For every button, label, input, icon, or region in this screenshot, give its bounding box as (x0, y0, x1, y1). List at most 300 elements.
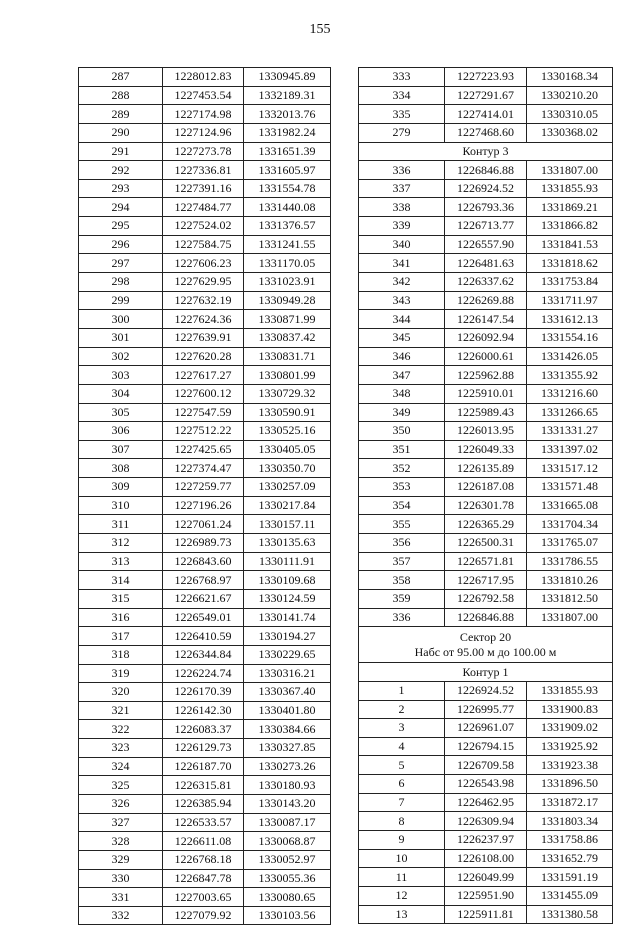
sector-title: Сектор 20 (459, 629, 512, 644)
x-coordinate-cell: 1226170.39 (163, 683, 244, 702)
y-coordinate-cell: 1331758.86 (527, 830, 613, 849)
x-coordinate-cell: 1226365.29 (445, 515, 527, 534)
table-row (359, 459, 613, 478)
point-number-cell: 12 (359, 886, 445, 905)
x-coordinate-cell: 1226709.58 (445, 756, 527, 775)
point-number-cell: 328 (79, 832, 163, 851)
point-number-cell: 298 (79, 273, 163, 292)
y-coordinate-cell: 1330111.91 (244, 552, 331, 571)
table-row (359, 273, 613, 292)
y-coordinate-cell: 1331651.39 (244, 142, 331, 161)
table-row (359, 849, 613, 868)
point-number-cell: 293 (79, 179, 163, 198)
x-coordinate-cell: 1226142.30 (163, 701, 244, 720)
table-row (79, 552, 331, 571)
table-row (359, 608, 613, 627)
table-row (359, 905, 613, 924)
y-coordinate-cell: 1330949.28 (244, 291, 331, 310)
table-row (79, 794, 331, 813)
point-number-cell: 336 (359, 161, 445, 180)
y-coordinate-cell: 1331923.38 (527, 756, 613, 775)
y-coordinate-cell: 1331925.92 (527, 737, 613, 756)
y-coordinate-cell: 1331841.53 (527, 235, 613, 254)
table-row (79, 608, 331, 627)
point-number-cell: 335 (359, 105, 445, 124)
table-row (79, 701, 331, 720)
x-coordinate-cell: 1227124.96 (163, 123, 244, 142)
table-row (359, 793, 613, 812)
point-number-cell: 299 (79, 291, 163, 310)
y-coordinate-cell: 1331866.82 (527, 217, 613, 236)
y-coordinate-cell: 1330124.59 (244, 589, 331, 608)
y-coordinate-cell: 1331612.13 (527, 310, 613, 329)
y-coordinate-cell: 1330945.89 (244, 68, 331, 87)
x-coordinate-cell: 1227600.12 (163, 384, 244, 403)
y-coordinate-cell: 1330273.26 (244, 757, 331, 776)
sector-20-header (359, 627, 613, 663)
y-coordinate-cell: 1330401.80 (244, 701, 331, 720)
point-number-cell: 302 (79, 347, 163, 366)
y-coordinate-cell: 1331818.62 (527, 254, 613, 273)
table-row (359, 868, 613, 887)
x-coordinate-cell: 1227174.98 (163, 105, 244, 124)
point-number-cell: 11 (359, 868, 445, 887)
y-coordinate-cell: 1330068.87 (244, 832, 331, 851)
x-coordinate-cell: 1227003.65 (163, 888, 244, 907)
table-row (79, 384, 331, 403)
y-coordinate-cell: 1330327.85 (244, 739, 331, 758)
table-row (79, 645, 331, 664)
point-number-cell: 345 (359, 328, 445, 347)
contour3-label: Контур 3 (462, 143, 509, 158)
table-row (79, 776, 331, 795)
y-coordinate-cell: 1330316.21 (244, 664, 331, 683)
y-coordinate-cell: 1331665.08 (527, 496, 613, 515)
point-number-cell: 353 (359, 478, 445, 497)
y-coordinate-cell: 1332013.76 (244, 105, 331, 124)
x-coordinate-cell: 1226924.52 (445, 179, 527, 198)
y-coordinate-cell: 1330229.65 (244, 645, 331, 664)
table-row (79, 328, 331, 347)
x-coordinate-cell: 1227639.91 (163, 328, 244, 347)
point-number-cell: 287 (79, 68, 163, 87)
table-row (79, 403, 331, 422)
point-number-cell: 3 (359, 719, 445, 738)
table-row (79, 664, 331, 683)
point-number-cell: 318 (79, 645, 163, 664)
x-coordinate-cell: 1227524.02 (163, 217, 244, 236)
table-row (359, 830, 613, 849)
y-coordinate-cell: 1331711.97 (527, 291, 613, 310)
y-coordinate-cell: 1331170.05 (244, 254, 331, 273)
y-coordinate-cell: 1330080.65 (244, 888, 331, 907)
x-coordinate-cell: 1226187.70 (163, 757, 244, 776)
y-coordinate-cell: 1331023.91 (244, 273, 331, 292)
point-number-cell: 1 (359, 681, 445, 700)
x-coordinate-cell: 1226717.95 (445, 571, 527, 590)
point-number-cell: 301 (79, 328, 163, 347)
table-row (79, 850, 331, 869)
point-number-cell: 4 (359, 737, 445, 756)
point-number-cell: 13 (359, 905, 445, 924)
table-row (359, 812, 613, 831)
x-coordinate-cell: 1226108.00 (445, 849, 527, 868)
point-number-cell: 324 (79, 757, 163, 776)
table-row (79, 105, 331, 124)
x-coordinate-cell: 1226462.95 (445, 793, 527, 812)
table-row (79, 869, 331, 888)
table-row (79, 422, 331, 441)
table-row (359, 515, 613, 534)
point-number-cell: 308 (79, 459, 163, 478)
point-number-cell: 292 (79, 161, 163, 180)
table-row (359, 440, 613, 459)
contour-1-header-row (359, 663, 613, 682)
x-coordinate-cell: 1227617.27 (163, 366, 244, 385)
table-row (79, 832, 331, 851)
point-number-cell: 320 (79, 683, 163, 702)
table-row (79, 683, 331, 702)
x-coordinate-cell: 1226309.94 (445, 812, 527, 831)
x-coordinate-cell: 1226549.01 (163, 608, 244, 627)
x-coordinate-cell: 1227484.77 (163, 198, 244, 217)
x-coordinate-cell: 1226621.67 (163, 589, 244, 608)
y-coordinate-cell: 1330257.09 (244, 478, 331, 497)
y-coordinate-cell: 1331455.09 (527, 886, 613, 905)
x-coordinate-cell: 1227336.81 (163, 161, 244, 180)
x-coordinate-cell: 1227620.28 (163, 347, 244, 366)
point-number-cell: 310 (79, 496, 163, 515)
y-coordinate-cell: 1331571.48 (527, 478, 613, 497)
table-row (79, 534, 331, 553)
x-coordinate-cell: 1226768.97 (163, 571, 244, 590)
y-coordinate-cell: 1330590.91 (244, 403, 331, 422)
point-number-cell: 341 (359, 254, 445, 273)
point-number-cell: 9 (359, 830, 445, 849)
x-coordinate-cell: 1227468.60 (445, 123, 527, 142)
point-number-cell: 319 (79, 664, 163, 683)
table-row (359, 571, 613, 590)
point-number-cell: 358 (359, 571, 445, 590)
y-coordinate-cell: 1331517.12 (527, 459, 613, 478)
point-number-cell: 336 (359, 608, 445, 627)
point-number-cell: 10 (359, 849, 445, 868)
point-number-cell: 334 (359, 86, 445, 105)
table-row (79, 459, 331, 478)
table-row (359, 719, 613, 738)
x-coordinate-cell: 1226337.62 (445, 273, 527, 292)
table-row (359, 161, 613, 180)
x-coordinate-cell: 1226533.57 (163, 813, 244, 832)
y-coordinate-cell: 1331872.17 (527, 793, 613, 812)
y-coordinate-cell: 1330831.71 (244, 347, 331, 366)
x-coordinate-cell: 1227079.92 (163, 906, 244, 925)
point-number-cell: 347 (359, 366, 445, 385)
table-row (359, 681, 613, 700)
x-coordinate-cell: 1226557.90 (445, 235, 527, 254)
x-coordinate-cell: 1226481.63 (445, 254, 527, 273)
x-coordinate-cell: 1226385.94 (163, 794, 244, 813)
y-coordinate-cell: 1331331.27 (527, 422, 613, 441)
point-number-cell: 313 (79, 552, 163, 571)
point-number-cell: 343 (359, 291, 445, 310)
table-row (359, 123, 613, 142)
x-coordinate-cell: 1226147.54 (445, 310, 527, 329)
sector-subtitle: Набс от 95.00 м до 100.00 м (414, 644, 557, 659)
y-coordinate-cell: 1330210.20 (527, 86, 613, 105)
x-coordinate-cell: 1226013.95 (445, 422, 527, 441)
y-coordinate-cell: 1330405.05 (244, 440, 331, 459)
x-coordinate-cell: 1227259.77 (163, 478, 244, 497)
y-coordinate-cell: 1330871.99 (244, 310, 331, 329)
table-row (359, 179, 613, 198)
x-coordinate-cell: 1226989.73 (163, 534, 244, 553)
x-coordinate-cell: 1226315.81 (163, 776, 244, 795)
x-coordinate-cell: 1226961.07 (445, 719, 527, 738)
table-row (359, 422, 613, 441)
point-number-cell: 355 (359, 515, 445, 534)
point-number-cell: 342 (359, 273, 445, 292)
point-number-cell: 291 (79, 142, 163, 161)
y-coordinate-cell: 1331704.34 (527, 515, 613, 534)
x-coordinate-cell: 1226049.99 (445, 868, 527, 887)
table-row (359, 217, 613, 236)
point-number-cell: 309 (79, 478, 163, 497)
y-coordinate-cell: 1330194.27 (244, 627, 331, 646)
table-row (79, 906, 331, 925)
point-number-cell: 289 (79, 105, 163, 124)
y-coordinate-cell: 1330180.93 (244, 776, 331, 795)
table-row (79, 217, 331, 236)
x-coordinate-cell: 1226843.60 (163, 552, 244, 571)
y-coordinate-cell: 1331554.16 (527, 328, 613, 347)
table-row (79, 720, 331, 739)
point-number-cell: 339 (359, 217, 445, 236)
table-row (359, 347, 613, 366)
x-coordinate-cell: 1227061.24 (163, 515, 244, 534)
y-coordinate-cell: 1331376.57 (244, 217, 331, 236)
y-coordinate-cell: 1331900.83 (527, 700, 613, 719)
x-coordinate-cell: 1227624.36 (163, 310, 244, 329)
y-coordinate-cell: 1331216.60 (527, 384, 613, 403)
table-row (79, 757, 331, 776)
x-coordinate-cell: 1226713.77 (445, 217, 527, 236)
y-coordinate-cell: 1330143.20 (244, 794, 331, 813)
y-coordinate-cell: 1330729.32 (244, 384, 331, 403)
point-number-cell: 322 (79, 720, 163, 739)
x-coordinate-cell: 1227606.23 (163, 254, 244, 273)
point-number-cell: 321 (79, 701, 163, 720)
y-coordinate-cell: 1331807.00 (527, 161, 613, 180)
table-row (359, 198, 613, 217)
table-row (79, 310, 331, 329)
table-row (359, 105, 613, 124)
table-row (359, 534, 613, 553)
point-number-cell: 290 (79, 123, 163, 142)
y-coordinate-cell: 1330055.36 (244, 869, 331, 888)
y-coordinate-cell: 1331380.58 (527, 905, 613, 924)
x-coordinate-cell: 1228012.83 (163, 68, 244, 87)
table-row (359, 700, 613, 719)
point-number-cell: 279 (359, 123, 445, 142)
y-coordinate-cell: 1332189.31 (244, 86, 331, 105)
table-row (359, 737, 613, 756)
point-number-cell: 337 (359, 179, 445, 198)
point-number-cell: 333 (359, 68, 445, 87)
table-row (79, 254, 331, 273)
x-coordinate-cell: 1227629.95 (163, 273, 244, 292)
table-row (79, 347, 331, 366)
table-row (79, 478, 331, 497)
y-coordinate-cell: 1330310.05 (527, 105, 613, 124)
x-coordinate-cell: 1226794.15 (445, 737, 527, 756)
x-coordinate-cell: 1226768.18 (163, 850, 244, 869)
contour-3-header-row (359, 142, 613, 161)
point-number-cell: 317 (79, 627, 163, 646)
y-coordinate-cell: 1330350.70 (244, 459, 331, 478)
point-number-cell: 354 (359, 496, 445, 515)
y-coordinate-cell: 1331869.21 (527, 198, 613, 217)
point-number-cell: 307 (79, 440, 163, 459)
sector-20-header-row (359, 627, 613, 663)
y-coordinate-cell: 1331355.92 (527, 366, 613, 385)
x-coordinate-cell: 1227512.22 (163, 422, 244, 441)
point-number-cell: 350 (359, 422, 445, 441)
y-coordinate-cell: 1330801.99 (244, 366, 331, 385)
point-number-cell: 314 (79, 571, 163, 590)
point-number-cell: 6 (359, 775, 445, 794)
point-number-cell: 330 (79, 869, 163, 888)
table-row (359, 384, 613, 403)
point-number-cell: 7 (359, 793, 445, 812)
page-number: 155 (309, 22, 331, 37)
table-row (359, 254, 613, 273)
x-coordinate-cell: 1227414.01 (445, 105, 527, 124)
x-coordinate-cell: 1226187.08 (445, 478, 527, 497)
table-row (79, 496, 331, 515)
contour-1-header (359, 663, 613, 682)
x-coordinate-cell: 1225910.01 (445, 384, 527, 403)
point-number-cell: 316 (79, 608, 163, 627)
y-coordinate-cell: 1331591.19 (527, 868, 613, 887)
table-row (79, 440, 331, 459)
y-coordinate-cell: 1331803.34 (527, 812, 613, 831)
coordinates-table-left (78, 67, 331, 925)
point-number-cell: 329 (79, 850, 163, 869)
table-row (79, 198, 331, 217)
point-number-cell: 331 (79, 888, 163, 907)
x-coordinate-cell: 1227374.47 (163, 459, 244, 478)
point-number-cell: 303 (79, 366, 163, 385)
table-row (359, 68, 613, 87)
point-number-cell: 288 (79, 86, 163, 105)
y-coordinate-cell: 1331605.97 (244, 161, 331, 180)
y-coordinate-cell: 1330368.02 (527, 123, 613, 142)
table-row (359, 86, 613, 105)
x-coordinate-cell: 1226847.78 (163, 869, 244, 888)
table-row (79, 142, 331, 161)
y-coordinate-cell: 1331786.55 (527, 552, 613, 571)
point-number-cell: 311 (79, 515, 163, 534)
table-row (359, 366, 613, 385)
point-number-cell: 315 (79, 589, 163, 608)
y-coordinate-cell: 1331266.65 (527, 403, 613, 422)
y-coordinate-cell: 1330103.56 (244, 906, 331, 925)
x-coordinate-cell: 1225951.90 (445, 886, 527, 905)
y-coordinate-cell: 1330168.34 (527, 68, 613, 87)
y-coordinate-cell: 1331810.26 (527, 571, 613, 590)
x-coordinate-cell: 1227196.26 (163, 496, 244, 515)
point-number-cell: 327 (79, 813, 163, 832)
point-number-cell: 312 (79, 534, 163, 553)
x-coordinate-cell: 1226344.84 (163, 645, 244, 664)
y-coordinate-cell: 1331426.05 (527, 347, 613, 366)
point-number-cell: 326 (79, 794, 163, 813)
x-coordinate-cell: 1227632.19 (163, 291, 244, 310)
point-number-cell: 356 (359, 534, 445, 553)
x-coordinate-cell: 1225962.88 (445, 366, 527, 385)
contour1-label: Контур 1 (462, 664, 509, 679)
table-row (79, 366, 331, 385)
point-number-cell: 2 (359, 700, 445, 719)
table-row (359, 886, 613, 905)
table-row (359, 403, 613, 422)
x-coordinate-cell: 1227584.75 (163, 235, 244, 254)
y-coordinate-cell: 1330525.16 (244, 422, 331, 441)
y-coordinate-cell: 1331909.02 (527, 719, 613, 738)
x-coordinate-cell: 1226269.88 (445, 291, 527, 310)
table-row (79, 739, 331, 758)
table-row (359, 496, 613, 515)
point-number-cell: 352 (359, 459, 445, 478)
table-row (79, 123, 331, 142)
y-coordinate-cell: 1330087.17 (244, 813, 331, 832)
x-coordinate-cell: 1226301.78 (445, 496, 527, 515)
point-number-cell: 306 (79, 422, 163, 441)
y-coordinate-cell: 1331855.93 (527, 179, 613, 198)
x-coordinate-cell: 1226924.52 (445, 681, 527, 700)
table-row (359, 552, 613, 571)
table-row (79, 627, 331, 646)
y-coordinate-cell: 1330384.66 (244, 720, 331, 739)
y-coordinate-cell: 1331896.50 (527, 775, 613, 794)
x-coordinate-cell: 1227291.67 (445, 86, 527, 105)
point-number-cell: 296 (79, 235, 163, 254)
x-coordinate-cell: 1226846.88 (445, 608, 527, 627)
x-coordinate-cell: 1226500.31 (445, 534, 527, 553)
table-row (79, 813, 331, 832)
x-coordinate-cell: 1226410.59 (163, 627, 244, 646)
y-coordinate-cell: 1331855.93 (527, 681, 613, 700)
y-coordinate-cell: 1330141.74 (244, 608, 331, 627)
table-row (359, 775, 613, 794)
x-coordinate-cell: 1226000.61 (445, 347, 527, 366)
point-number-cell: 8 (359, 812, 445, 831)
x-coordinate-cell: 1226995.77 (445, 700, 527, 719)
table-row (79, 273, 331, 292)
point-number-cell: 332 (79, 906, 163, 925)
x-coordinate-cell: 1226129.73 (163, 739, 244, 758)
table-row (79, 291, 331, 310)
point-number-cell: 351 (359, 440, 445, 459)
y-coordinate-cell: 1331807.00 (527, 608, 613, 627)
x-coordinate-cell: 1227547.59 (163, 403, 244, 422)
x-coordinate-cell: 1226083.37 (163, 720, 244, 739)
table-row (359, 291, 613, 310)
table-row (359, 310, 613, 329)
y-coordinate-cell: 1331440.08 (244, 198, 331, 217)
x-coordinate-cell: 1226543.98 (445, 775, 527, 794)
